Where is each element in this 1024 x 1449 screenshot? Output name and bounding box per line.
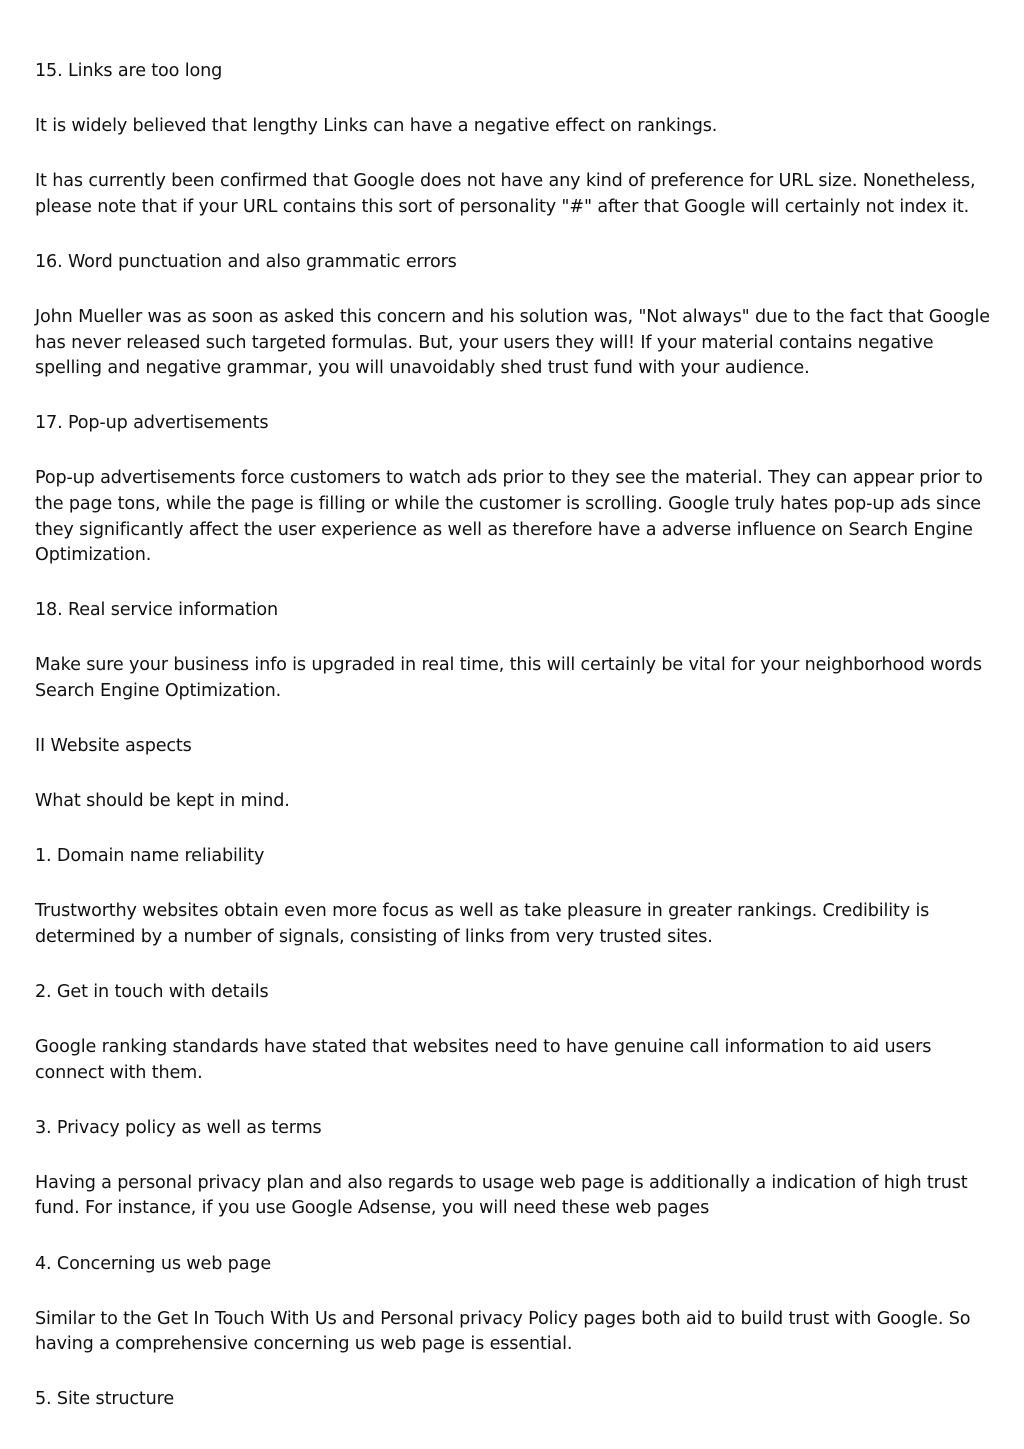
section-heading: II Website aspects bbox=[35, 736, 192, 756]
body-paragraph: Google ranking standards have stated that websites need to have genuine call information to aid users connect with them. bbox=[35, 1037, 932, 1083]
body-paragraph: John Mueller was as soon as asked this concern and his solution was, "Not always" due to the fact that Google has never released such targeted formulas. But, your users they will! If your material contains negative spelling and negative grammar, you will unavoidably shed trust fund with your audience. bbox=[35, 306, 990, 379]
body-paragraph: Having a personal privacy plan and also regards to usage web page is additionally a indication of high trust fund. For instance, if you use Google Adsense, you will need these web pages bbox=[35, 1172, 968, 1219]
body-paragraph: Pop-up advertisements force customers to watch ads prior to they see the material. They can appear prior to the page tons, while the page is filling or while the customer is scrolling. Google truly hates pop-up ads since they significantly affect the user experience as well as therefore have a adverse influence on Search Engine Optimization. bbox=[35, 468, 983, 566]
section-heading: 1. Domain name reliability bbox=[35, 846, 265, 867]
body-paragraph: It is widely believed that lengthy Links can have a negative effect on rankings. bbox=[35, 116, 718, 137]
body-paragraph: Make sure your business info is upgraded in real time, this will certainly be vital for your neighborhood words Search Engine Optimization. bbox=[35, 655, 982, 701]
document-body bbox=[35, 59, 995, 1442]
section-heading: 5. Site structure bbox=[35, 1389, 175, 1410]
body-paragraph: It has currently been confirmed that Google does not have any kind of preference for URL size. Nonetheless, please note that if your URL contains this sort of personality "#" after that Google will certainly not index it. bbox=[35, 171, 976, 217]
section-heading: 3. Privacy policy as well as terms bbox=[35, 1117, 322, 1138]
body-paragraph: What should be kept in mind. bbox=[35, 791, 290, 812]
section-heading: 18. Real service information bbox=[35, 600, 279, 621]
section-heading: 15. Links are too long bbox=[35, 61, 223, 81]
section-heading: 16. Word punctuation and also grammatic errors bbox=[35, 251, 457, 272]
section-heading: 2. Get in touch with details bbox=[35, 981, 269, 1002]
section-heading: 4. Concerning us web page bbox=[35, 1253, 272, 1274]
section-heading: 17. Pop-up advertisements bbox=[35, 413, 269, 434]
body-paragraph: Trustworthy websites obtain even more focus as well as take pleasure in greater rankings. Credibility is determined by a number of signals, consisting of links from very trusted sites. bbox=[35, 901, 930, 947]
body-paragraph: Similar to the Get In Touch With Us and Personal privacy Policy pages both aid to build trust with Google. So having a comprehensive concerning us web page is essential. bbox=[35, 1308, 971, 1355]
